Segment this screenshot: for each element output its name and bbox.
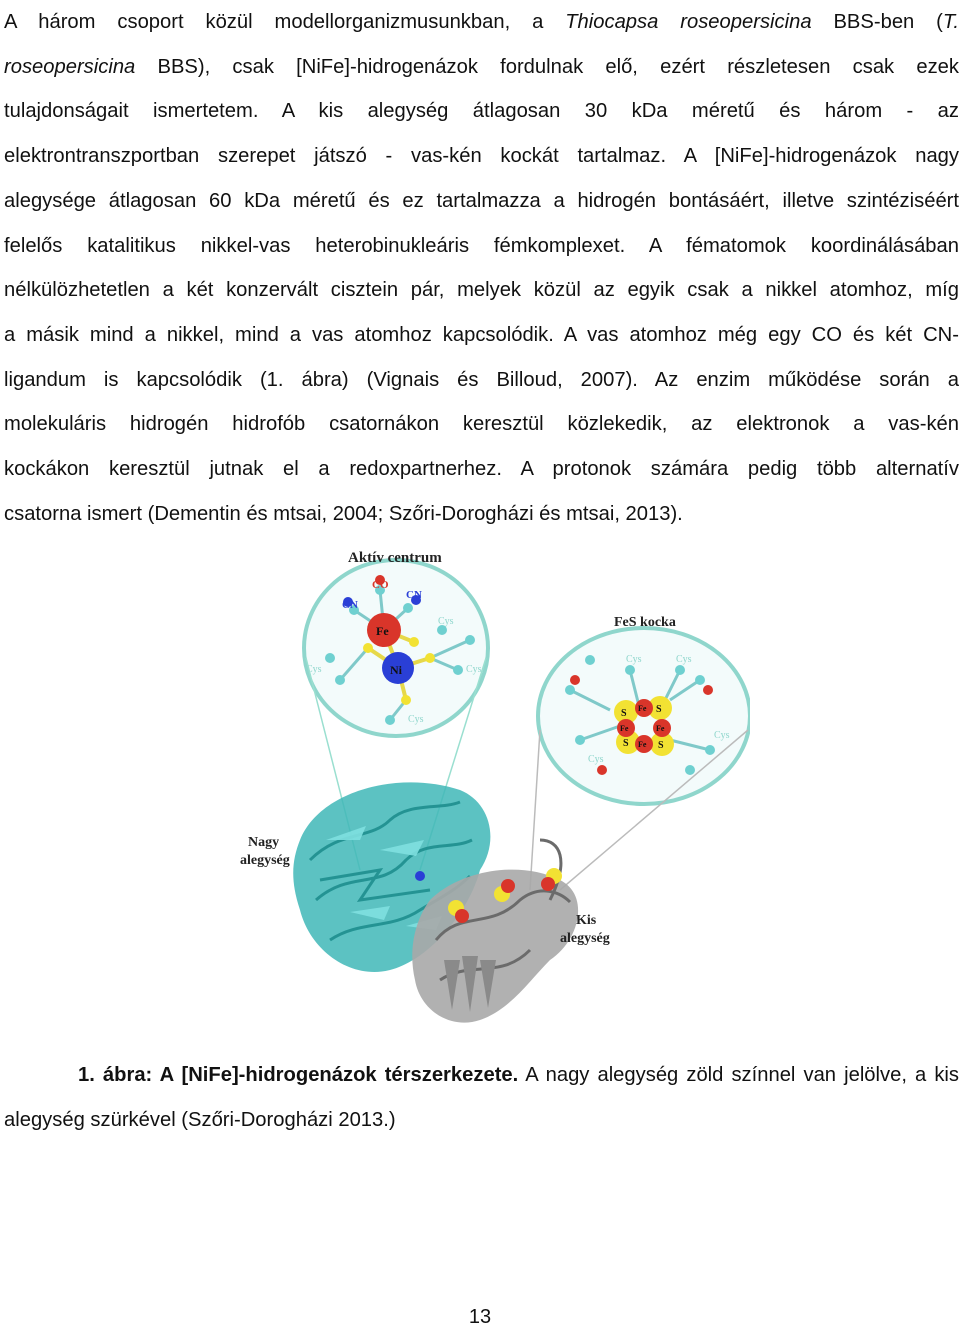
fe-label: Fe [376, 624, 389, 638]
s-label: S [621, 708, 627, 719]
species-name: roseopersicina [4, 55, 136, 78]
paragraph-text: nélkülözhetetlen a két konzervált cisztein pár, melyek közül az egyik csak a nikkel atomhoz, míg [4, 279, 959, 302]
small-subunit-label: Kis [576, 913, 597, 928]
active-center-inset [304, 550, 488, 736]
co-label: CO [372, 579, 389, 591]
paragraph-text: tulajdonságait ismertetem. A kis alegység átlagosan 30 kDa méretű és három - az [4, 100, 959, 123]
paragraph-line [4, 224, 959, 269]
paragraph-text: BBS), csak [NiFe]-hidrogenázok fordulnak elő, ezért részletesen csak ezek [135, 55, 959, 78]
cys-label: Cys [588, 754, 604, 765]
cys-label: Cys [306, 664, 322, 675]
cn-label-right: CN [406, 589, 422, 601]
paragraph-line [4, 89, 959, 134]
paragraph-text: csatorna ismert (Dementin és mtsai, 2004; Szőri-Dorogházi és mtsai, 2013). [4, 502, 683, 525]
paragraph-text: ligandum is kapcsolódik (1. ábra) (Vignais és Billoud, 2007). Az enzim működése során a [4, 368, 959, 391]
paragraph-text: BBS-ben ( [811, 11, 943, 33]
cys-label: Cys [438, 616, 454, 627]
page-number: 13 [468, 1306, 492, 1328]
body-paragraph [4, 0, 959, 536]
fes-cube-inset [538, 615, 750, 804]
paragraph-line [4, 447, 959, 492]
cn-label-left: CN [342, 599, 358, 611]
paragraph-line [4, 0, 959, 45]
cys-label: Cys [466, 664, 482, 675]
paragraph-line [4, 134, 959, 179]
fe-label: Fe [620, 724, 629, 733]
fe-label: Fe [638, 704, 647, 713]
fe-label: Fe [656, 724, 665, 733]
cys-label: Cys [714, 730, 730, 741]
s-label: S [656, 704, 662, 715]
paragraph-line [4, 358, 959, 403]
active-center-label: Aktív centrum [348, 550, 442, 566]
caption-text: alegység szürkével (Szőri-Dorogházi 2013.) [4, 1108, 396, 1131]
paragraph-text: molekuláris hidrogén hidrofób csatornákon keresztül közlekedik, az elektronok a vas-kén [4, 413, 959, 436]
fe-label: Fe [638, 740, 647, 749]
paragraph-text: alegysége átlagosan 60 kDa méretű és ez tartalmazza a hidrogén bontásáért, illetve szintéziséért [4, 189, 959, 212]
s-label: S [658, 740, 664, 751]
paragraph-text: elektrontranszportban szerepet játszó - vas-kén kockát tartalmaz. A [NiFe]-hidrogenázok nagy [4, 145, 959, 168]
cys-label: Cys [408, 714, 424, 725]
caption-label: 1. ábra: A [NiFe]-hidrogenázok térszerkezete. [78, 1064, 519, 1086]
s-label: S [623, 738, 629, 749]
caption-text: A nagy alegység zöld színnel van jelölve, a kis [518, 1064, 959, 1086]
paragraph-line [4, 268, 959, 313]
species-name: T. [942, 11, 959, 33]
cys-label: Cys [626, 654, 642, 665]
ni-label: Ni [390, 663, 402, 677]
paragraph-line [4, 492, 959, 537]
paragraph-text: a másik mind a nikkel, mind a vas atomhoz kapcsolódik. A vas atomhoz még egy CO és két CN- [4, 323, 959, 346]
large-subunit-label: Nagy [248, 835, 280, 850]
nife-hydrogenase-structure-figure [230, 540, 750, 1040]
paragraph-line [4, 402, 959, 447]
figure-caption [4, 1053, 959, 1142]
paragraph-line [4, 179, 959, 224]
paragraph-text: felelős katalitikus nikkel-vas heterobinukleáris fémkomplexet. A fématomok koordinálásában [4, 234, 959, 257]
small-subunit-label: alegység [560, 931, 610, 946]
paragraph-text: A három csoport közül modellorganizmusunkban, a [4, 11, 566, 33]
paragraph-line [4, 45, 959, 90]
fes-cube-label: FeS kocka [614, 615, 676, 630]
cys-label: Cys [676, 654, 692, 665]
species-name: Thiocapsa roseopersicina [565, 11, 812, 33]
paragraph-text: kockákon keresztül jutnak el a redoxpartnerhez. A protonok számára pedig több alternatív [4, 458, 959, 481]
large-subunit-label: alegység [240, 853, 290, 868]
paragraph-line [4, 313, 959, 358]
